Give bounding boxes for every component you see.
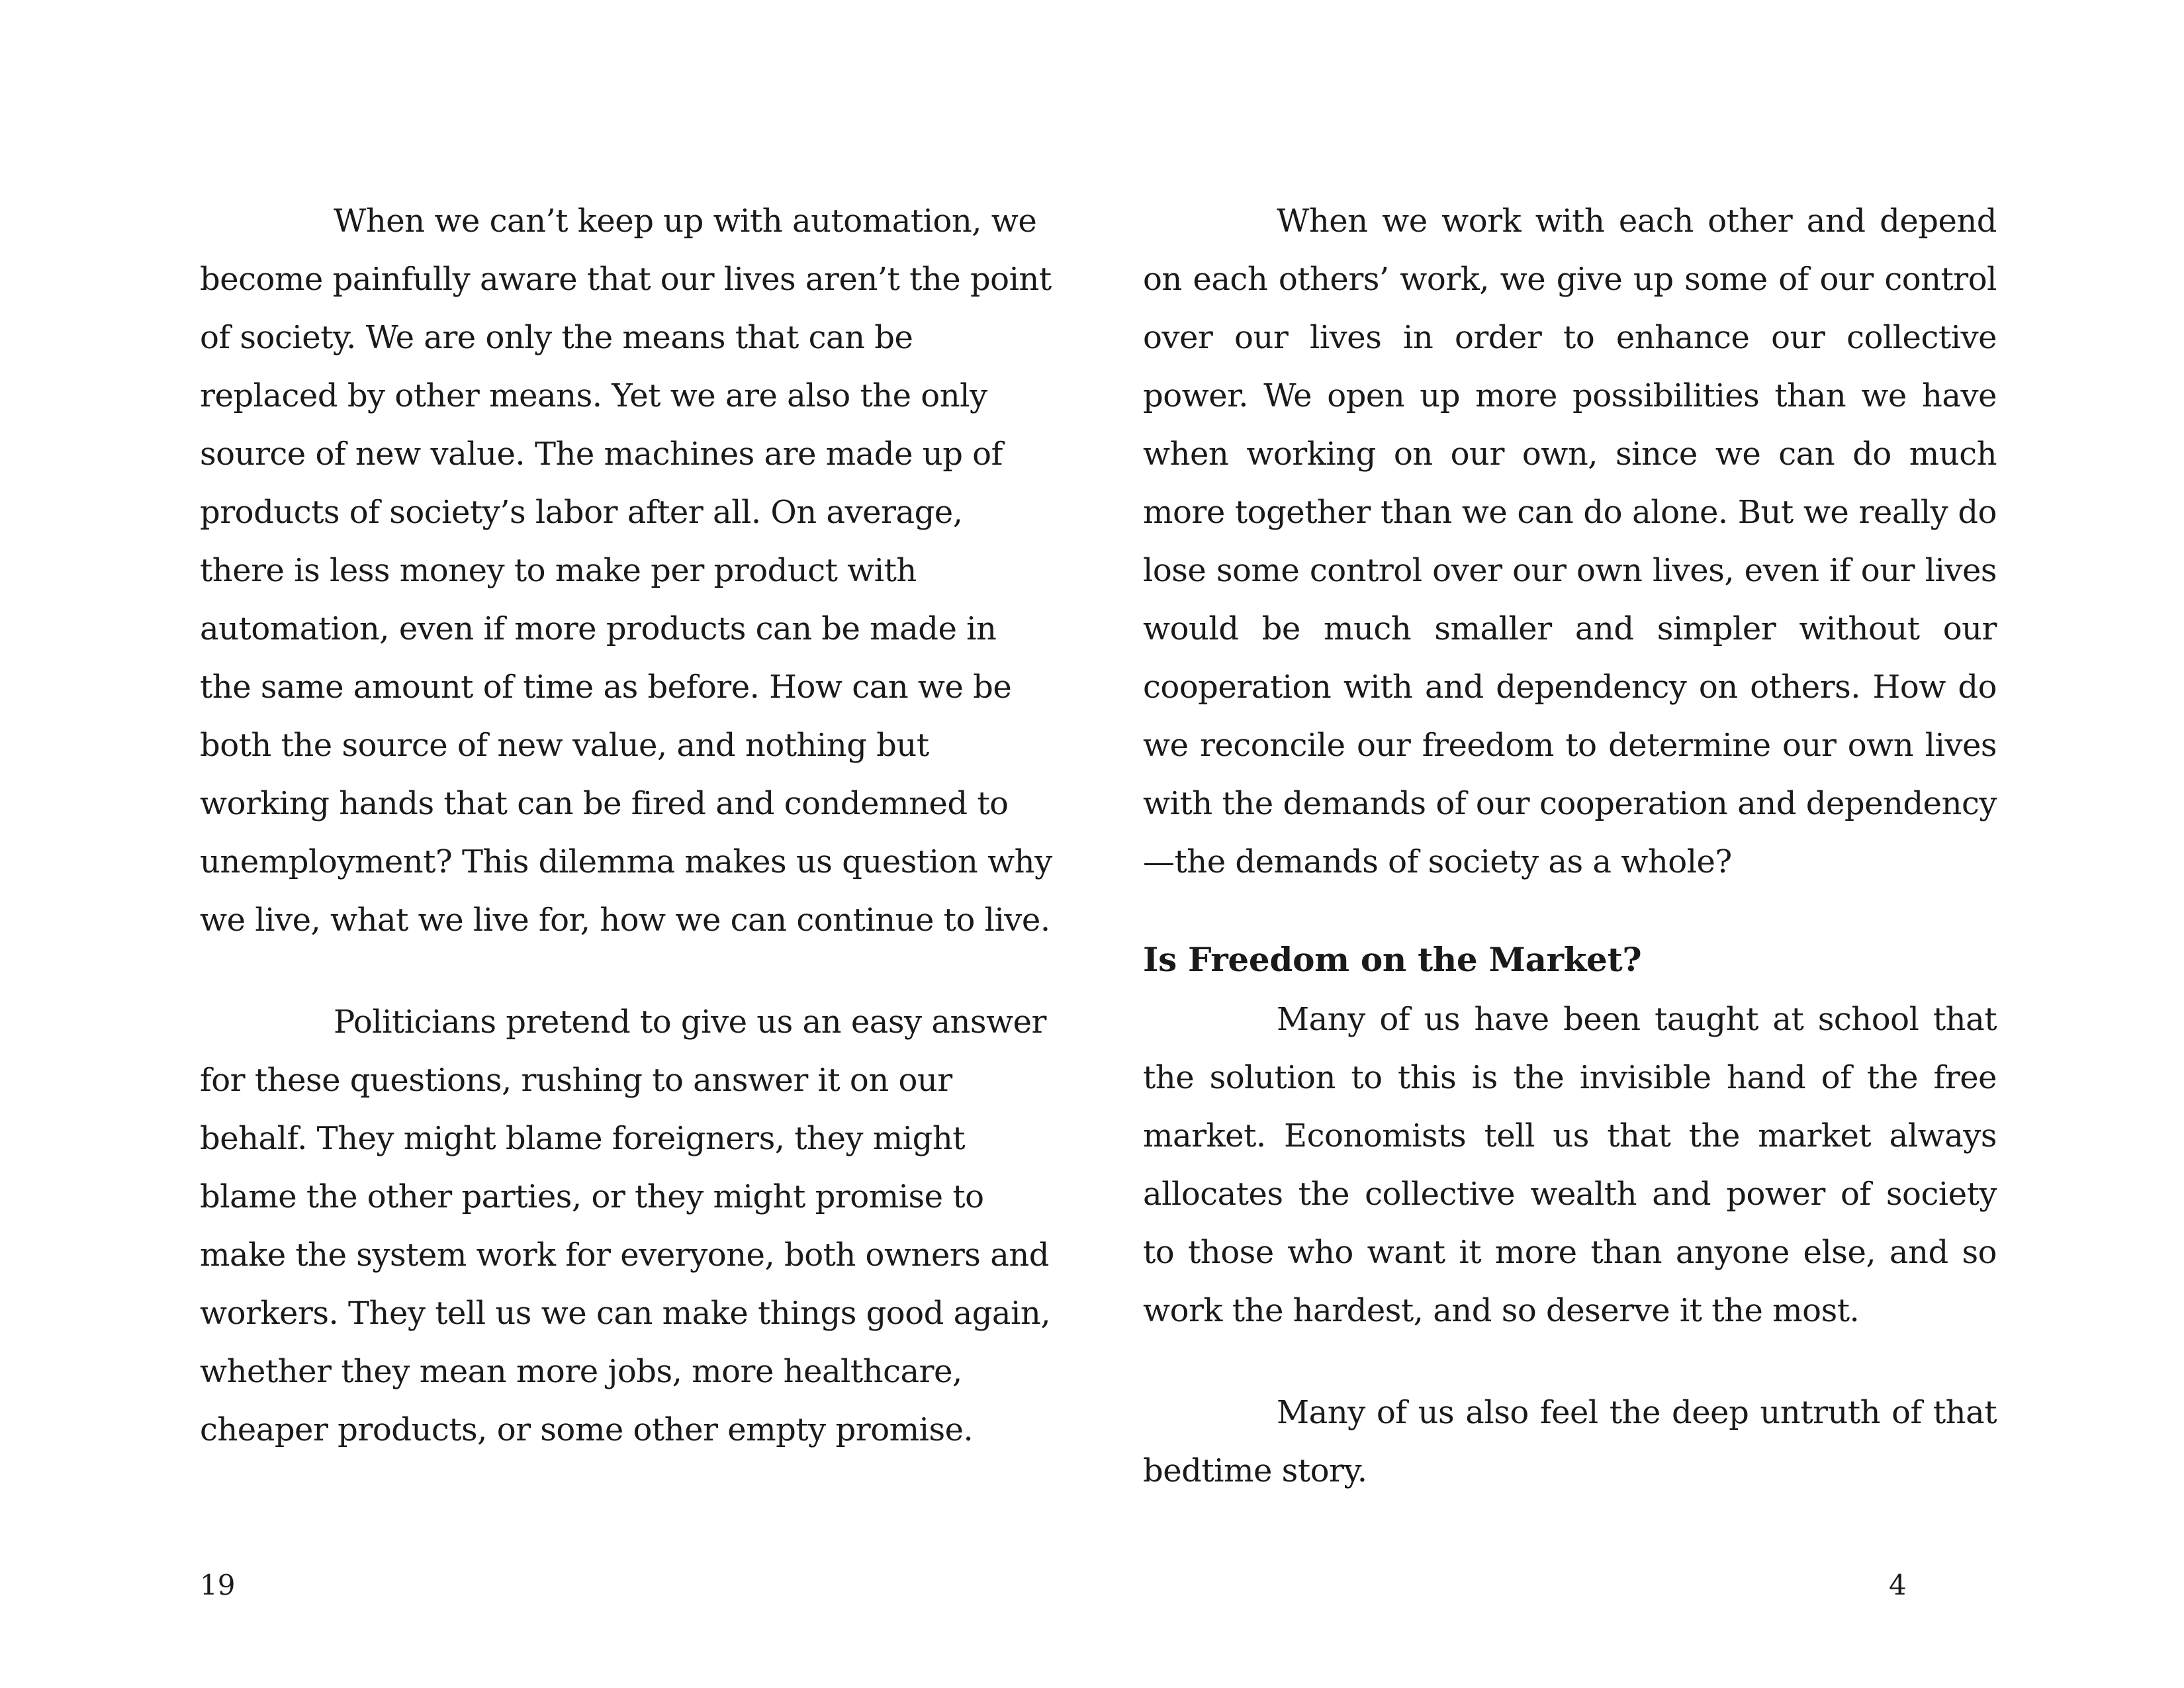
right-paragraph-2: Many of us also feel the deep untruth of that bedtime story.	[1143, 1394, 1997, 1489]
left-paragraph-1: When we can’t keep up with automation, we become painfully aware that our lives aren’t the point of society. We are only the means that can be replaced by other means. Yet we are also the only source of new value. The machines are made up of products of society’s labor after all. On average, there is less money to make per product with automation, even if more products can be made in the same amount of time as before. How can we be both the source of new value, and nothing but working hands that can be fired and condemned to unemployment? This dilemma makes us question why we live, what we live for, how we can continue to live.	[200, 203, 1052, 939]
left-paragraph-2: Politicians pretend to give us an easy answer for these questions, rushing to answer it on our behalf. They might blame foreigners, they might blame the other parties, or they might promise to make the system work for everyone, both owners and workers. They tell us we can make things good again, whether they mean more jobs, more healthcare, cheaper products, or some other empty promise.	[200, 1004, 1051, 1448]
left-page-number: 19	[200, 1569, 236, 1601]
right-paragraph-intro: When we work with each other and depend on each others’ work, we give up some of our control over our lives in order to enhance our collective power. We open up more possibilities than we have when working on our own, since we can do much more together than we can do alone. But we really do lose some control over our own lives, even if our lives would be much smaller and simpler without our cooperation with and dependency on others. How do we reconcile our freedom to determine our own lives with the demands of our cooperation and dependency—the demands of society as a whole?	[1143, 203, 1997, 880]
right-page-number: 4	[1889, 1569, 1907, 1601]
left-page-text-column	[200, 192, 1054, 1503]
right-page	[1092, 0, 2184, 1688]
section-heading: Is Freedom on the Market?	[1143, 940, 1642, 979]
right-paragraph-1: Many of us have been taught at school that the solution to this is the invisible hand of the free market. Economists tell us that the market always allocates the collective wealth and power of society to those who want it more than anyone else, and so work the hardest, and so deserve it the most.	[1143, 1001, 1997, 1329]
right-page-text-column	[1143, 192, 1997, 1544]
